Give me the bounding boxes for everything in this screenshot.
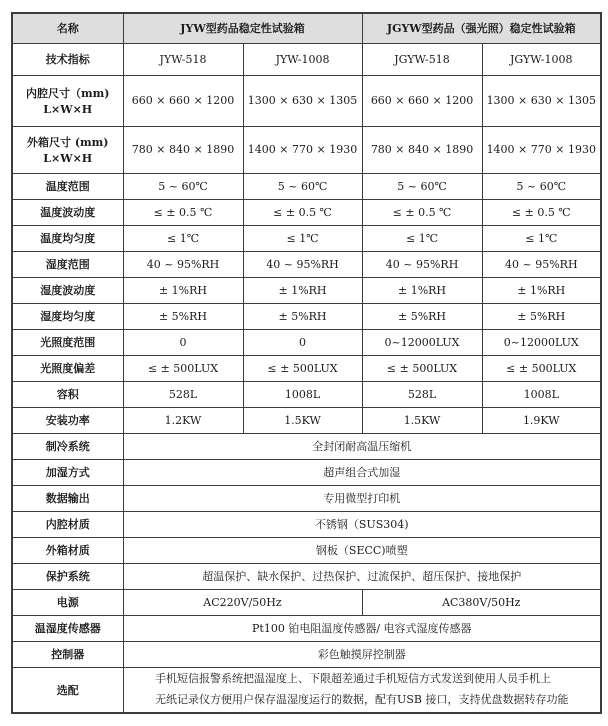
value-cell: JGYW-518 (362, 43, 482, 75)
row-label: 选配 (12, 667, 123, 713)
value-cell: ≤ 1℃ (482, 225, 601, 251)
row-label: 光照度范围 (12, 329, 123, 355)
value-cell: ≤ ± 500LUX (243, 355, 362, 381)
value-cell: 1.2KW (123, 407, 243, 433)
table-row (12, 485, 601, 511)
table-row (12, 667, 601, 713)
value-cell: ± 1%RH (482, 277, 601, 303)
table-row (12, 355, 601, 381)
value-cell: ≤ ± 500LUX (362, 355, 482, 381)
value-cell: 780 × 840 × 1890 (123, 126, 243, 173)
value-cell: 0 (243, 329, 362, 355)
value-cell: 528L (123, 381, 243, 407)
table-row (12, 537, 601, 563)
row-label: 控制器 (12, 641, 123, 667)
value-cell: 40 ~ 95%RH (482, 251, 601, 277)
value-cell: JGYW-1008 (482, 43, 601, 75)
row-label: 光照度偏差 (12, 355, 123, 381)
value-cell: 0~12000LUX (482, 329, 601, 355)
table-row (12, 329, 601, 355)
option-lines: 手机短信报警系统把温湿度上、下限超差通过手机短信方式发送到使用人员手机上 无纸记录仪方便用户保存温湿度运行的数据，配有USB 接口，支持优盘数据转存功能 (155, 672, 569, 706)
header-row (12, 13, 601, 43)
row-label: 温湿度传感器 (12, 615, 123, 641)
value-cell: 1.9KW (482, 407, 601, 433)
table-row (12, 459, 601, 485)
spec-table-body (12, 43, 601, 713)
value-cell: ≤ ± 500LUX (482, 355, 601, 381)
table-row (12, 43, 601, 75)
table-row (12, 75, 601, 126)
value-cell: 彩色触摸屏控制器 (123, 641, 601, 667)
value-cell: ≤ ± 0.5 ℃ (243, 199, 362, 225)
table-row (12, 225, 601, 251)
row-label: 加湿方式 (12, 459, 123, 485)
row-label: 温度范围 (12, 173, 123, 199)
table-row (12, 563, 601, 589)
row-label: 温度波动度 (12, 199, 123, 225)
value-cell: 528L (362, 381, 482, 407)
value-cell: 1008L (482, 381, 601, 407)
row-label: 外箱材质 (12, 537, 123, 563)
value-cell: 1300 × 630 × 1305 (243, 75, 362, 126)
table-row (12, 126, 601, 173)
value-cell: ± 5%RH (243, 303, 362, 329)
table-row (12, 589, 601, 615)
value-cell: 全封闭耐高温压缩机 (123, 433, 601, 459)
value-cell: 超声组合式加湿 (123, 459, 601, 485)
value-cell: 5 ~ 60℃ (123, 173, 243, 199)
value-cell: 0 (123, 329, 243, 355)
value-cell: 40 ~ 95%RH (123, 251, 243, 277)
row-label: 内腔尺寸（mm) L×W×H (12, 75, 123, 126)
value-cell-multiline (123, 667, 601, 713)
table-row (12, 173, 601, 199)
value-cell: ± 5%RH (362, 303, 482, 329)
value-cell: 5 ~ 60℃ (362, 173, 482, 199)
spec-table (11, 12, 602, 714)
row-label: 安装功率 (12, 407, 123, 433)
row-label: 湿度范围 (12, 251, 123, 277)
value-cell: ± 5%RH (123, 303, 243, 329)
value-cell: 1300 × 630 × 1305 (482, 75, 601, 126)
value-cell: AC220V/50Hz (123, 589, 362, 615)
value-cell: JYW-1008 (243, 43, 362, 75)
row-label: 技术指标 (12, 43, 123, 75)
value-cell: JYW-518 (123, 43, 243, 75)
row-label: 内腔材质 (12, 511, 123, 537)
value-cell: ± 5%RH (482, 303, 601, 329)
value-cell: 专用微型打印机 (123, 485, 601, 511)
value-cell: 40 ~ 95%RH (243, 251, 362, 277)
table-row (12, 303, 601, 329)
row-label: 外箱尺寸 (mm) L×W×H (12, 126, 123, 173)
value-cell: 不锈钢（SUS304) (123, 511, 601, 537)
value-cell: ± 1%RH (362, 277, 482, 303)
value-cell: ≤ 1℃ (123, 225, 243, 251)
value-cell: 780 × 840 × 1890 (362, 126, 482, 173)
value-cell: 660 × 660 × 1200 (362, 75, 482, 126)
value-cell: 超温保护、缺水保护、过热保护、过流保护、超压保护、接地保护 (123, 563, 601, 589)
row-label: 制冷系统 (12, 433, 123, 459)
table-row (12, 407, 601, 433)
value-cell: ≤ ± 0.5 ℃ (123, 199, 243, 225)
value-cell: 1400 × 770 × 1930 (243, 126, 362, 173)
table-row (12, 277, 601, 303)
row-label: 湿度波动度 (12, 277, 123, 303)
value-cell: 660 × 660 × 1200 (123, 75, 243, 126)
value-cell: 1.5KW (362, 407, 482, 433)
value-cell: ± 1%RH (243, 277, 362, 303)
header-group-jgyw-cell: JGYW型药品（强光照）稳定性试验箱 (362, 13, 601, 43)
value-cell: 1400 × 770 × 1930 (482, 126, 601, 173)
value-cell: 5 ~ 60℃ (243, 173, 362, 199)
row-label: 湿度均匀度 (12, 303, 123, 329)
table-row (12, 511, 601, 537)
row-label: 数据输出 (12, 485, 123, 511)
table-row (12, 199, 601, 225)
value-cell: 0~12000LUX (362, 329, 482, 355)
value-cell: ≤ ± 500LUX (123, 355, 243, 381)
row-label: 保护系统 (12, 563, 123, 589)
value-cell: 5 ~ 60℃ (482, 173, 601, 199)
table-row (12, 433, 601, 459)
value-cell: 40 ~ 95%RH (362, 251, 482, 277)
row-label: 电源 (12, 589, 123, 615)
value-cell: AC380V/50Hz (362, 589, 601, 615)
table-row (12, 381, 601, 407)
header-group-jyw-cell: JYW型药品稳定性试验箱 (123, 13, 362, 43)
header-name-cell: 名称 (12, 13, 123, 43)
value-cell: Pt100 铂电阻温度传感器/ 电容式湿度传感器 (123, 615, 601, 641)
table-row (12, 641, 601, 667)
value-cell: 1.5KW (243, 407, 362, 433)
table-row (12, 251, 601, 277)
value-cell: 1008L (243, 381, 362, 407)
value-cell: ≤ ± 0.5 ℃ (362, 199, 482, 225)
row-label: 容积 (12, 381, 123, 407)
value-cell: ≤ 1℃ (362, 225, 482, 251)
row-label: 温度均匀度 (12, 225, 123, 251)
value-cell: ≤ ± 0.5 ℃ (482, 199, 601, 225)
value-cell: ± 1%RH (123, 277, 243, 303)
value-cell: 钢板（SECC)喷塑 (123, 537, 601, 563)
value-cell: ≤ 1℃ (243, 225, 362, 251)
table-row (12, 615, 601, 641)
